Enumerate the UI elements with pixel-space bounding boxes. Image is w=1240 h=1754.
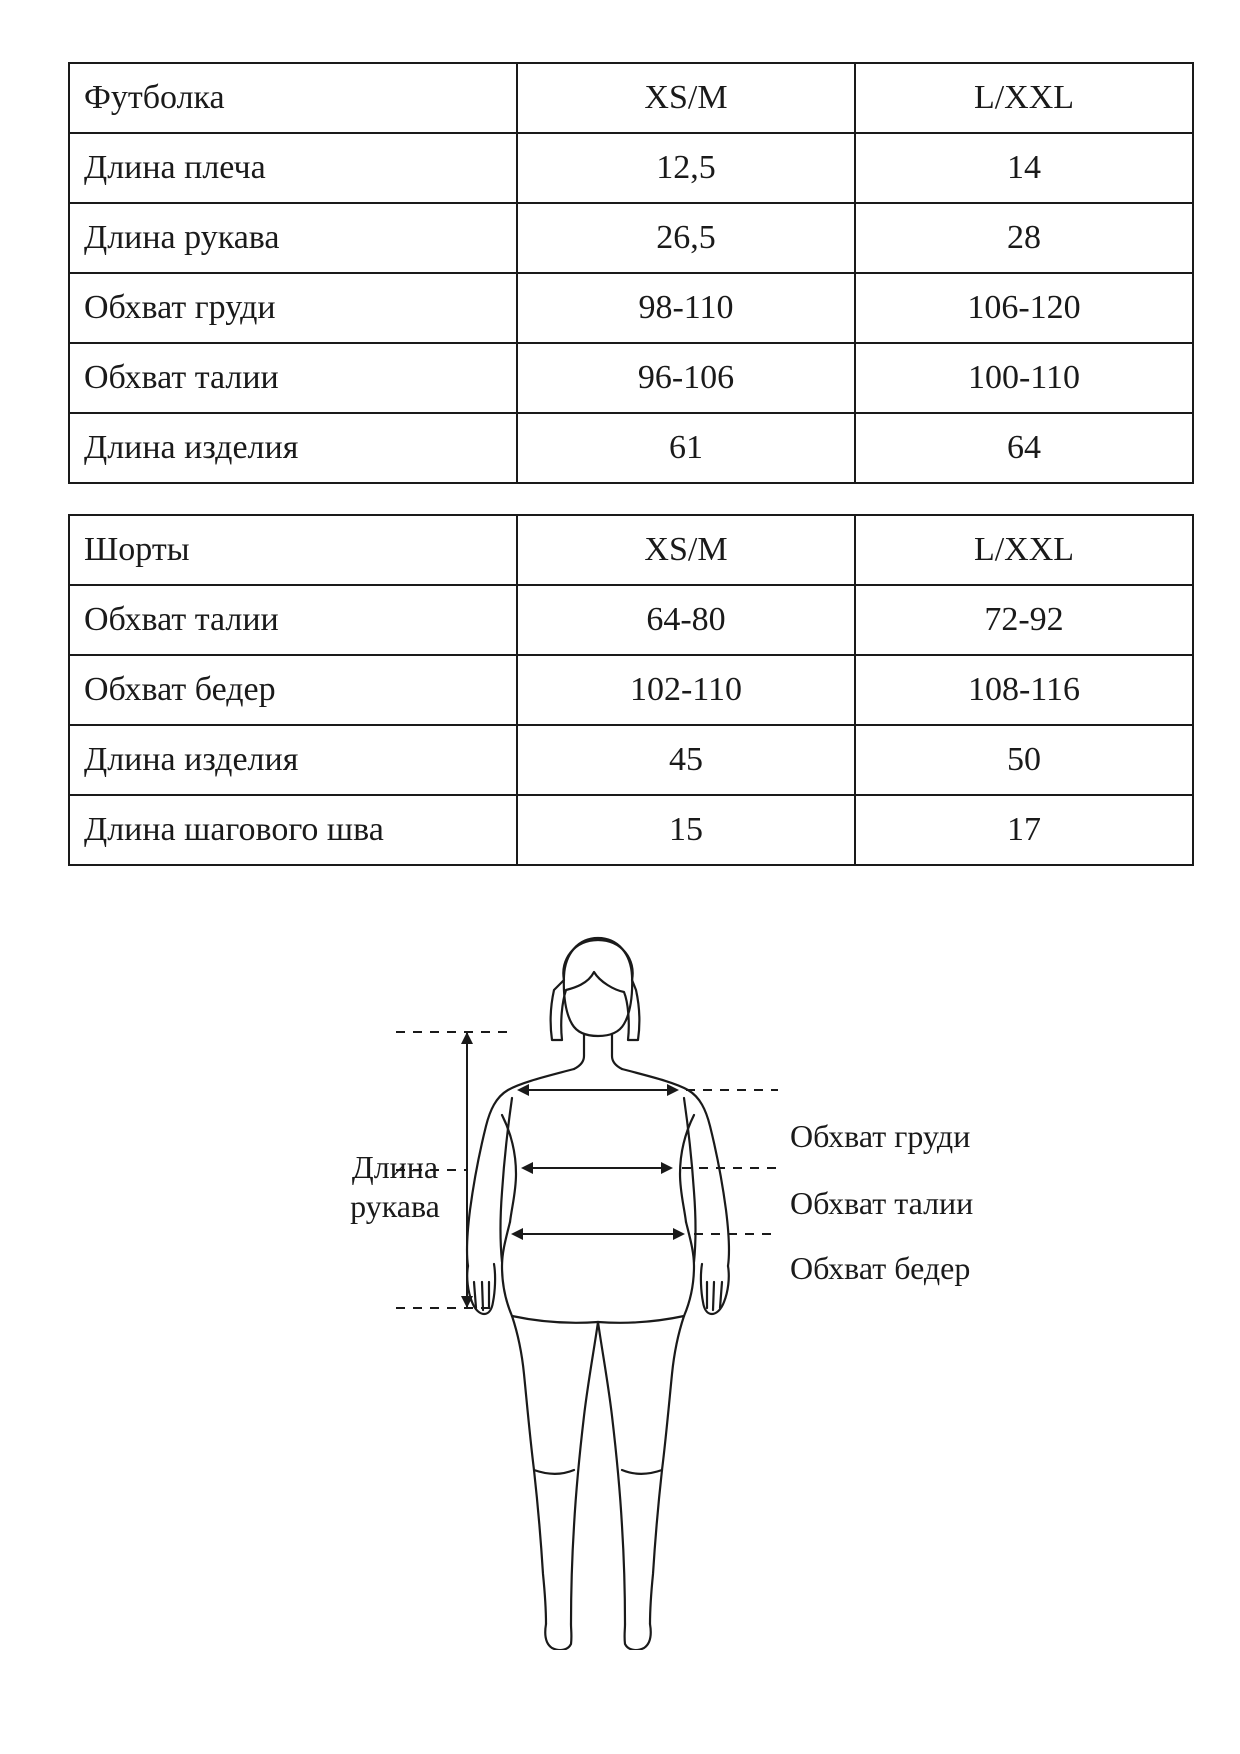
- sleeve-length-label-line1: Длина: [351, 1149, 439, 1185]
- table-header-cell: XS/M: [517, 515, 855, 585]
- sleeve-length-label-line2: рукава: [350, 1188, 440, 1225]
- size-tables: [68, 62, 1172, 866]
- table-header-row: [69, 63, 1193, 133]
- table-cell-label: Обхват груди: [69, 273, 517, 343]
- waist-label: Обхват талии: [790, 1185, 974, 1221]
- table-header-cell: XS/M: [517, 63, 855, 133]
- table-cell-value: 17: [855, 795, 1193, 865]
- table-cell-value: 26,5: [517, 203, 855, 273]
- table-row: [69, 795, 1193, 865]
- table-cell-value: 72-92: [855, 585, 1193, 655]
- table-cell-value: 28: [855, 203, 1193, 273]
- table-cell-label: Длина изделия: [69, 725, 517, 795]
- table-row: [69, 413, 1193, 483]
- table-cell-label: Длина рукава: [69, 203, 517, 273]
- table-cell-value: 64: [855, 413, 1193, 483]
- table-header-cell: Футболка: [69, 63, 517, 133]
- table-cell-value: 14: [855, 133, 1193, 203]
- hips-label: Обхват бедер: [790, 1250, 971, 1286]
- table-row: [69, 725, 1193, 795]
- table-row: [69, 343, 1193, 413]
- table-cell-value: 98-110: [517, 273, 855, 343]
- table-cell-label: Обхват бедер: [69, 655, 517, 725]
- table-cell-value: 45: [517, 725, 855, 795]
- table-header-cell: L/XXL: [855, 515, 1193, 585]
- table-header-cell: Шорты: [69, 515, 517, 585]
- female-body-outline-icon: [467, 938, 729, 1650]
- table-cell-value: 100-110: [855, 343, 1193, 413]
- table-row: [69, 585, 1193, 655]
- chest-measure: [517, 1084, 778, 1096]
- hips-measure: [511, 1228, 778, 1240]
- table-header-cell: L/XXL: [855, 63, 1193, 133]
- table-header-row: [69, 515, 1193, 585]
- table-cell-value: 50: [855, 725, 1193, 795]
- table-row: [69, 273, 1193, 343]
- table-row: [69, 133, 1193, 203]
- table-row: [69, 203, 1193, 273]
- shorts-size-table: [68, 514, 1194, 866]
- table-row: [69, 655, 1193, 725]
- table-cell-value: 61: [517, 413, 855, 483]
- table-cell-label: Длина шагового шва: [69, 795, 517, 865]
- table-cell-value: 108-116: [855, 655, 1193, 725]
- waist-measure: [521, 1162, 778, 1174]
- table-cell-value: 12,5: [517, 133, 855, 203]
- table-cell-label: Обхват талии: [69, 343, 517, 413]
- table-cell-label: Обхват талии: [69, 585, 517, 655]
- table-cell-value: 106-120: [855, 273, 1193, 343]
- tshirt-size-table: [68, 62, 1194, 484]
- table-cell-value: 102-110: [517, 655, 855, 725]
- table-cell-label: Длина плеча: [69, 133, 517, 203]
- measurement-figure-diagram: [0, 930, 1240, 1650]
- sleeve-length-label: [330, 1148, 460, 1226]
- chest-label: Обхват груди: [790, 1118, 971, 1154]
- table-cell-label: Длина изделия: [69, 413, 517, 483]
- table-cell-value: 15: [517, 795, 855, 865]
- table-cell-value: 64-80: [517, 585, 855, 655]
- table-spacer: [68, 484, 1172, 514]
- table-cell-value: 96-106: [517, 343, 855, 413]
